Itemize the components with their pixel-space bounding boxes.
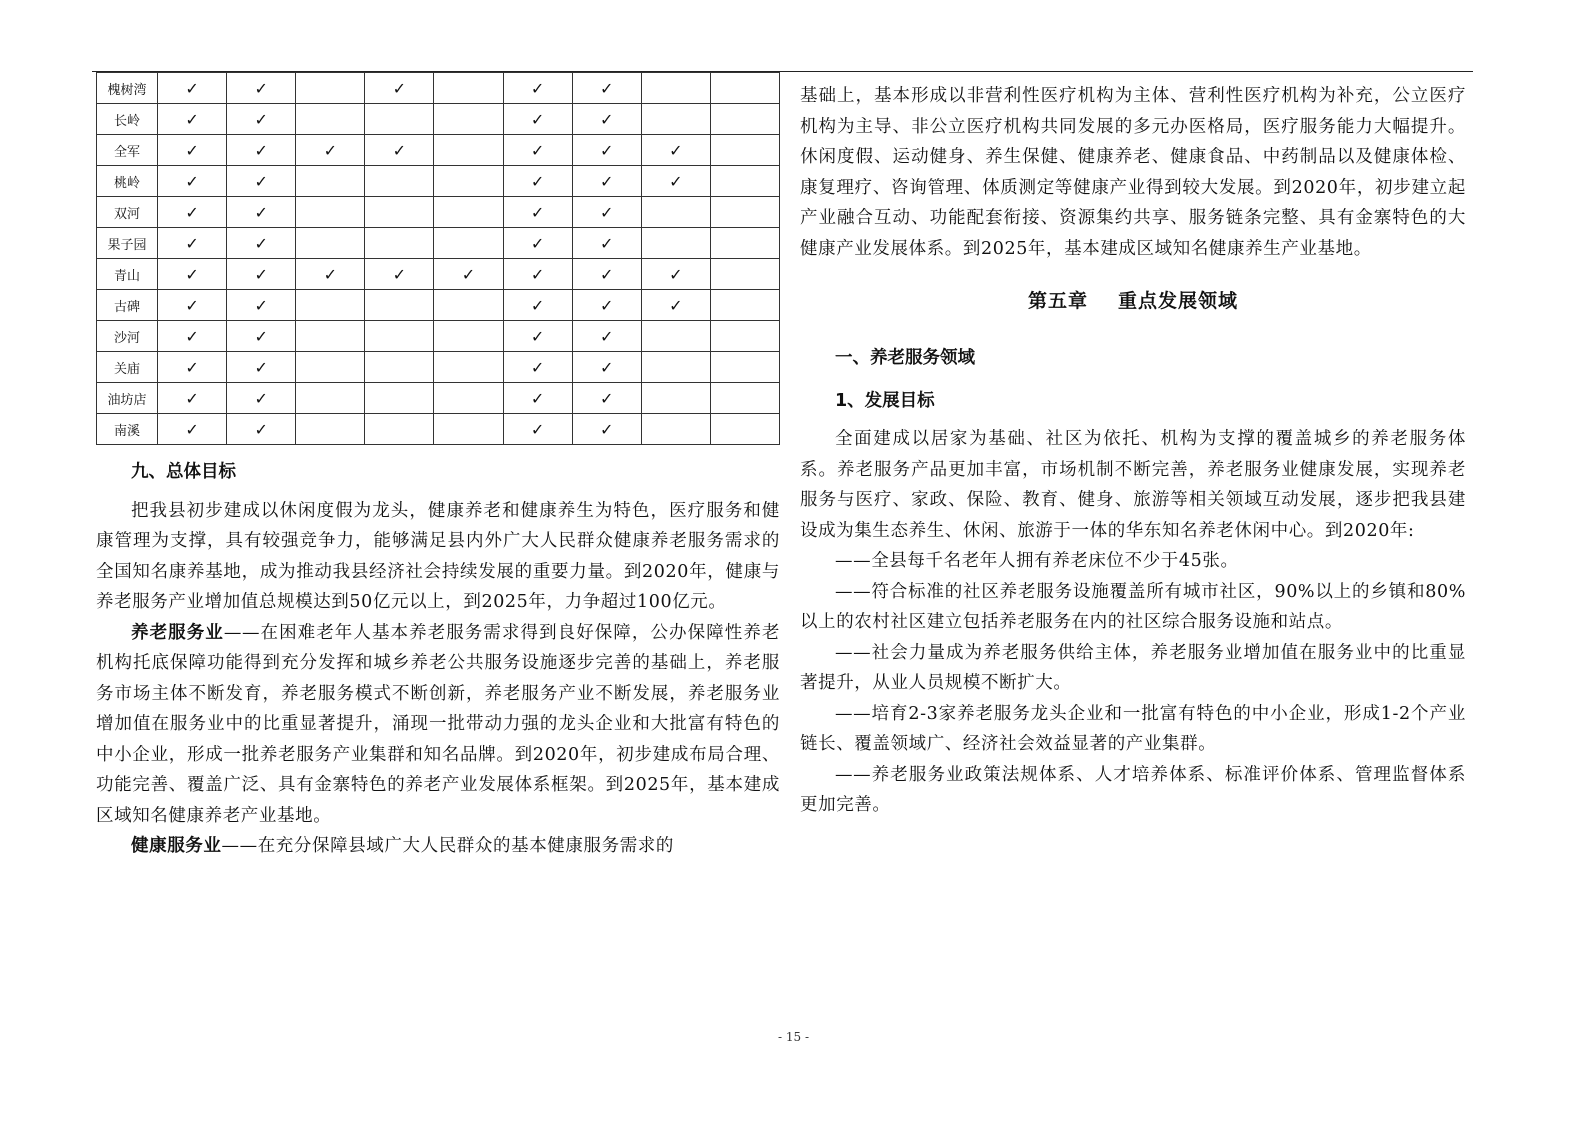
table-row bbox=[97, 228, 780, 259]
empty-cell bbox=[365, 352, 434, 383]
check-mark-icon: ✓ bbox=[572, 321, 641, 352]
empty-cell bbox=[710, 352, 779, 383]
table-row bbox=[97, 73, 780, 104]
empty-cell bbox=[434, 73, 503, 104]
section-heading-overall-goal: 九、总体目标 bbox=[131, 462, 236, 482]
empty-cell bbox=[434, 352, 503, 383]
paragraph-elderly-service bbox=[96, 618, 780, 832]
town-name: 南溪 bbox=[97, 414, 158, 445]
table-row bbox=[97, 321, 780, 352]
check-mark-icon: ✓ bbox=[158, 166, 227, 197]
empty-cell bbox=[296, 321, 365, 352]
empty-cell bbox=[710, 290, 779, 321]
empty-cell bbox=[296, 290, 365, 321]
check-mark-icon: ✓ bbox=[641, 290, 710, 321]
check-mark-icon: ✓ bbox=[503, 414, 572, 445]
empty-cell bbox=[434, 104, 503, 135]
paragraph-health-continued: 基础上，基本形成以非营利性医疗机构为主体、营利性医疗机构为补充，公立医疗机构为主导、非公立医疗机构共同发展的多元办医格局，医疗服务能力大幅提升。休闲度假、运动健身、养生保健、健康养老、健康食品、中药制品以及健康体检、康复理疗、咨询管理、体质测定等健康产业得到较大发展。到2020年，初步建立起产业融合互动、功能配套衔接、资源集约共享、服务链条完整、具有金寨特色的大健康产业发展体系。到2025年，基本建成区域知名健康养生产业基地。 bbox=[800, 86, 1466, 259]
check-mark-icon: ✓ bbox=[572, 290, 641, 321]
empty-cell bbox=[365, 104, 434, 135]
check-mark-icon: ✓ bbox=[641, 259, 710, 290]
empty-cell bbox=[641, 321, 710, 352]
check-mark-icon: ✓ bbox=[227, 290, 296, 321]
town-name: 长岭 bbox=[97, 104, 158, 135]
check-mark-icon: ✓ bbox=[227, 383, 296, 414]
check-mark-icon: ✓ bbox=[572, 166, 641, 197]
right-column bbox=[800, 72, 1466, 821]
table-row bbox=[97, 290, 780, 321]
check-mark-icon: ✓ bbox=[227, 259, 296, 290]
check-mark-icon: ✓ bbox=[572, 228, 641, 259]
check-mark-icon: ✓ bbox=[572, 135, 641, 166]
goal-item-policy: ——养老服务业政策法规体系、人才培养体系、标准评价体系、管理监督体系更加完善。 bbox=[800, 764, 1466, 815]
goal-item-social-force: ——社会力量成为养老服务供给主体，养老服务业增加值在服务业中的比重显著提升，从业人员规模不断扩大。 bbox=[800, 642, 1466, 693]
empty-cell bbox=[710, 259, 779, 290]
goal-item-enterprises: ——培育2-3家养老服务龙头企业和一批富有特色的中小企业，形成1-2个产业链长、覆盖领域广、经济社会效益显著的产业集群。 bbox=[800, 703, 1466, 754]
empty-cell bbox=[710, 166, 779, 197]
check-mark-icon: ✓ bbox=[503, 352, 572, 383]
goal-item-community: ——符合标准的社区养老服务设施覆盖所有城市社区，90%以上的乡镇和80%以上的农村社区建立包括养老服务在内的社区综合服务设施和站点。 bbox=[800, 581, 1466, 632]
check-mark-icon: ✓ bbox=[227, 352, 296, 383]
empty-cell bbox=[710, 414, 779, 445]
empty-cell bbox=[365, 197, 434, 228]
empty-cell bbox=[365, 321, 434, 352]
check-mark-icon: ✓ bbox=[572, 383, 641, 414]
check-mark-icon: ✓ bbox=[227, 228, 296, 259]
paragraph-overall-goal: 把我县初步建成以休闲度假为龙头，健康养老和健康养生为特色，医疗服务和健康管理为支撑，具有较强竞争力，能够满足县内外广大人民群众健康养老服务需求的全国知名康养基地，成为推动我县经济社会持续发展的重要力量。到2020年，健康与养老服务产业增加值总规模达到50亿元以上，到2025年，力争超过100亿元。 bbox=[96, 500, 780, 612]
check-mark-icon: ✓ bbox=[227, 197, 296, 228]
check-mark-icon: ✓ bbox=[227, 73, 296, 104]
table-row bbox=[97, 383, 780, 414]
check-mark-icon: ✓ bbox=[641, 135, 710, 166]
empty-cell bbox=[365, 414, 434, 445]
empty-cell bbox=[641, 352, 710, 383]
empty-cell bbox=[434, 383, 503, 414]
empty-cell bbox=[710, 321, 779, 352]
check-mark-icon: ✓ bbox=[572, 73, 641, 104]
check-mark-icon: ✓ bbox=[503, 321, 572, 352]
check-mark-icon: ✓ bbox=[227, 414, 296, 445]
check-mark-icon: ✓ bbox=[434, 259, 503, 290]
empty-cell bbox=[641, 197, 710, 228]
table-row bbox=[97, 259, 780, 290]
town-name: 沙河 bbox=[97, 321, 158, 352]
empty-cell bbox=[434, 228, 503, 259]
empty-cell bbox=[296, 383, 365, 414]
check-mark-icon: ✓ bbox=[296, 259, 365, 290]
check-mark-icon: ✓ bbox=[503, 135, 572, 166]
check-mark-icon: ✓ bbox=[227, 321, 296, 352]
check-mark-icon: ✓ bbox=[158, 383, 227, 414]
check-mark-icon: ✓ bbox=[365, 135, 434, 166]
paragraph-health-service bbox=[96, 831, 780, 862]
empty-cell bbox=[434, 321, 503, 352]
town-name: 油坊店 bbox=[97, 383, 158, 414]
empty-cell bbox=[710, 104, 779, 135]
table-row bbox=[97, 352, 780, 383]
check-mark-icon: ✓ bbox=[158, 352, 227, 383]
check-mark-icon: ✓ bbox=[158, 135, 227, 166]
check-mark-icon: ✓ bbox=[503, 259, 572, 290]
empty-cell bbox=[296, 197, 365, 228]
check-mark-icon: ✓ bbox=[503, 197, 572, 228]
check-mark-icon: ✓ bbox=[158, 197, 227, 228]
empty-cell bbox=[434, 135, 503, 166]
goal-item-beds: ——全县每千名老年人拥有养老床位不少于45张。 bbox=[835, 551, 1239, 571]
check-mark-icon: ✓ bbox=[227, 135, 296, 166]
check-mark-icon: ✓ bbox=[158, 321, 227, 352]
lead-elderly-service: 养老服务业 bbox=[131, 622, 224, 643]
empty-cell bbox=[641, 383, 710, 414]
empty-cell bbox=[296, 228, 365, 259]
town-name: 关庙 bbox=[97, 352, 158, 383]
check-mark-icon: ✓ bbox=[158, 228, 227, 259]
check-mark-icon: ✓ bbox=[503, 290, 572, 321]
table-row bbox=[97, 135, 780, 166]
empty-cell bbox=[296, 104, 365, 135]
check-mark-icon: ✓ bbox=[572, 352, 641, 383]
empty-cell bbox=[710, 383, 779, 414]
check-mark-icon: ✓ bbox=[158, 104, 227, 135]
town-name: 青山 bbox=[97, 259, 158, 290]
table-row bbox=[97, 197, 780, 228]
empty-cell bbox=[434, 166, 503, 197]
check-mark-icon: ✓ bbox=[158, 290, 227, 321]
chapter-number: 第五章 bbox=[1027, 290, 1088, 312]
check-mark-icon: ✓ bbox=[365, 259, 434, 290]
empty-cell bbox=[365, 290, 434, 321]
chapter-title bbox=[800, 286, 1466, 313]
empty-cell bbox=[365, 166, 434, 197]
empty-cell bbox=[296, 166, 365, 197]
empty-cell bbox=[296, 73, 365, 104]
page-number: - 15 - bbox=[777, 1030, 809, 1044]
town-name: 槐树湾 bbox=[97, 73, 158, 104]
town-name: 桃岭 bbox=[97, 166, 158, 197]
empty-cell bbox=[710, 228, 779, 259]
empty-cell bbox=[296, 352, 365, 383]
town-name: 双河 bbox=[97, 197, 158, 228]
empty-cell bbox=[296, 414, 365, 445]
check-mark-icon: ✓ bbox=[503, 228, 572, 259]
empty-cell bbox=[710, 135, 779, 166]
subsection-heading-goal: 1、发展目标 bbox=[835, 390, 935, 411]
check-mark-icon: ✓ bbox=[227, 104, 296, 135]
check-mark-icon: ✓ bbox=[572, 259, 641, 290]
empty-cell bbox=[434, 290, 503, 321]
empty-cell bbox=[641, 104, 710, 135]
check-mark-icon: ✓ bbox=[572, 414, 641, 445]
check-mark-icon: ✓ bbox=[227, 166, 296, 197]
table-row bbox=[97, 166, 780, 197]
empty-cell bbox=[710, 197, 779, 228]
left-column bbox=[96, 72, 780, 862]
check-mark-icon: ✓ bbox=[572, 197, 641, 228]
town-name: 全军 bbox=[97, 135, 158, 166]
lead-health-service: 健康服务业 bbox=[131, 836, 222, 856]
town-name: 果子园 bbox=[97, 228, 158, 259]
town-table bbox=[96, 72, 780, 445]
text-health-service: ——在充分保障县域广大人民群众的基本健康服务需求的 bbox=[221, 836, 674, 856]
empty-cell bbox=[365, 383, 434, 414]
check-mark-icon: ✓ bbox=[503, 73, 572, 104]
check-mark-icon: ✓ bbox=[296, 135, 365, 166]
empty-cell bbox=[641, 73, 710, 104]
town-name: 古碑 bbox=[97, 290, 158, 321]
check-mark-icon: ✓ bbox=[158, 414, 227, 445]
table-row bbox=[97, 414, 780, 445]
empty-cell bbox=[434, 414, 503, 445]
empty-cell bbox=[641, 414, 710, 445]
check-mark-icon: ✓ bbox=[158, 259, 227, 290]
empty-cell bbox=[434, 197, 503, 228]
check-mark-icon: ✓ bbox=[503, 166, 572, 197]
check-mark-icon: ✓ bbox=[503, 104, 572, 135]
empty-cell bbox=[641, 228, 710, 259]
check-mark-icon: ✓ bbox=[641, 166, 710, 197]
text-elderly-service: ——在困难老年人基本养老服务需求得到良好保障，公办保障性养老机构托底保障功能得到充分发挥和城乡养老公共服务设施逐步完善的基础上，养老服务市场主体不断发育，养老服务模式不断创新，养老服务产业不断发展，养老服务业增加值在服务业中的比重显著提升，涌现一批带动力强的龙头企业和大批富有特色的中小企业，形成一批养老服务产业集群和知名品牌。到2020年，初步建成布局合理、功能完善、覆盖广泛、具有金寨特色的养老产业发展体系框架。到2025年，基本建成区域知名健康养老产业基地。 bbox=[96, 622, 781, 826]
check-mark-icon: ✓ bbox=[158, 73, 227, 104]
section-heading-elderly: 一、养老服务领域 bbox=[835, 348, 975, 368]
table-row bbox=[97, 104, 780, 135]
empty-cell bbox=[365, 228, 434, 259]
check-mark-icon: ✓ bbox=[365, 73, 434, 104]
empty-cell bbox=[710, 73, 779, 104]
check-mark-icon: ✓ bbox=[503, 383, 572, 414]
chapter-name: 重点发展领域 bbox=[1118, 290, 1239, 312]
check-mark-icon: ✓ bbox=[572, 104, 641, 135]
paragraph-development-goal: 全面建成以居家为基础、社区为依托、机构为支撑的覆盖城乡的养老服务体系。养老服务产品更加丰富，市场机制不断完善，养老服务业健康发展，实现养老服务与医疗、家政、保险、教育、健身、旅游等相关领域互动发展，逐步把我县建设成为集生态养生、休闲、旅游于一体的华东知名养老休闲中心。到2020年: bbox=[800, 429, 1466, 541]
